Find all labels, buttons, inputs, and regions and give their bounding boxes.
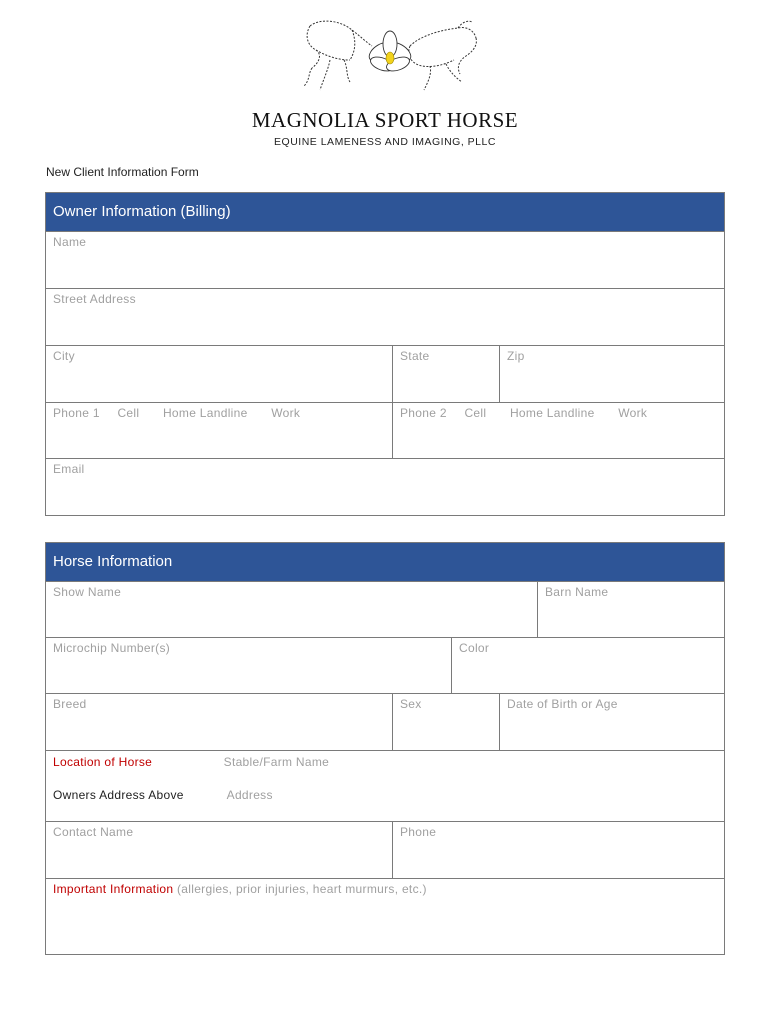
owner-city-field[interactable] xyxy=(46,346,392,402)
horse-contact-name-label: Contact Name xyxy=(53,825,134,839)
horse-contact-phone-field[interactable] xyxy=(392,822,724,878)
owner-section-header: Owner Information (Billing) xyxy=(46,193,724,231)
horse-location-label: Location of Horse xyxy=(53,755,153,769)
horse-barn-name-label: Barn Name xyxy=(545,585,609,599)
owner-zip-field[interactable] xyxy=(499,346,724,402)
logo-horses-icon xyxy=(290,16,490,96)
owner-phone2-work-option[interactable]: Work xyxy=(618,406,648,420)
owner-phone1-home-option[interactable]: Home Landline xyxy=(162,406,248,420)
horse-important-field[interactable] xyxy=(46,879,724,954)
horse-important-label: Important Information xyxy=(53,882,174,896)
owner-phone1-work-option[interactable]: Work xyxy=(271,406,301,420)
brand-title: MAGNOLIA SPORT HORSE xyxy=(251,108,519,132)
horse-microchip-label: Microchip Number(s) xyxy=(53,641,171,655)
owner-state-label: State xyxy=(400,349,430,363)
owner-phone1-cell-option[interactable]: Cell xyxy=(117,406,140,420)
owner-email-field[interactable] xyxy=(46,459,724,515)
owner-street-field[interactable] xyxy=(46,289,724,345)
horse-color-field[interactable] xyxy=(451,638,724,693)
horse-show-name-label: Show Name xyxy=(53,585,122,599)
horse-important-row xyxy=(46,878,724,954)
owner-phone1-field[interactable] xyxy=(46,403,392,458)
horse-contact-name-field[interactable] xyxy=(46,822,392,878)
owner-email-row xyxy=(46,458,724,515)
form-title: New Client Information Form xyxy=(46,165,199,179)
horse-sex-field[interactable] xyxy=(392,694,499,750)
horse-section xyxy=(45,542,725,955)
owner-email-label: Email xyxy=(53,462,85,476)
horse-sex-label: Sex xyxy=(400,697,422,711)
horse-breed-field[interactable] xyxy=(46,694,392,750)
horse-contact-phone-label: Phone xyxy=(400,825,437,839)
horse-dob-field[interactable] xyxy=(499,694,724,750)
owner-section xyxy=(45,192,725,516)
horse-breed-row xyxy=(46,693,724,750)
horse-location-row xyxy=(46,750,724,821)
owner-name-field[interactable] xyxy=(46,232,724,288)
horse-contact-row xyxy=(46,821,724,878)
brand-subtitle: EQUINE LAMENESS AND IMAGING, PLLC xyxy=(274,136,496,148)
horse-breed-label: Breed xyxy=(53,697,87,711)
owner-street-row xyxy=(46,288,724,345)
owner-zip-label: Zip xyxy=(507,349,525,363)
owner-city-row xyxy=(46,345,724,402)
horse-section-header: Horse Information xyxy=(46,543,724,581)
owner-name-row xyxy=(46,231,724,288)
owner-city-label: City xyxy=(53,349,75,363)
horse-show-name-field[interactable] xyxy=(46,582,537,637)
owner-phone2-label: Phone 2 xyxy=(400,406,447,420)
horse-barn-name-field[interactable] xyxy=(537,582,724,637)
horse-microchip-row xyxy=(46,637,724,693)
horse-important-hint: (allergies, prior injuries, heart murmurs, etc.) xyxy=(177,882,427,896)
owner-phone2-cell-option[interactable]: Cell xyxy=(464,406,487,420)
horse-microchip-field[interactable] xyxy=(46,638,451,693)
owner-phone-row xyxy=(46,402,724,458)
horse-address-label: Address xyxy=(226,788,273,802)
owner-street-label: Street Address xyxy=(53,292,136,306)
horse-stable-label: Stable/Farm Name xyxy=(223,755,330,769)
owner-phone1-label: Phone 1 xyxy=(53,406,100,420)
owner-phone2-field[interactable] xyxy=(392,403,724,458)
owner-phone2-home-option[interactable]: Home Landline xyxy=(509,406,595,420)
horse-color-label: Color xyxy=(459,641,490,655)
horse-location-field[interactable] xyxy=(46,751,724,821)
horse-dob-label: Date of Birth or Age xyxy=(507,697,618,711)
owner-state-field[interactable] xyxy=(392,346,499,402)
horse-name-row xyxy=(46,581,724,637)
owner-name-label: Name xyxy=(53,235,87,249)
owners-address-above-option[interactable]: Owners Address Above xyxy=(53,788,184,802)
